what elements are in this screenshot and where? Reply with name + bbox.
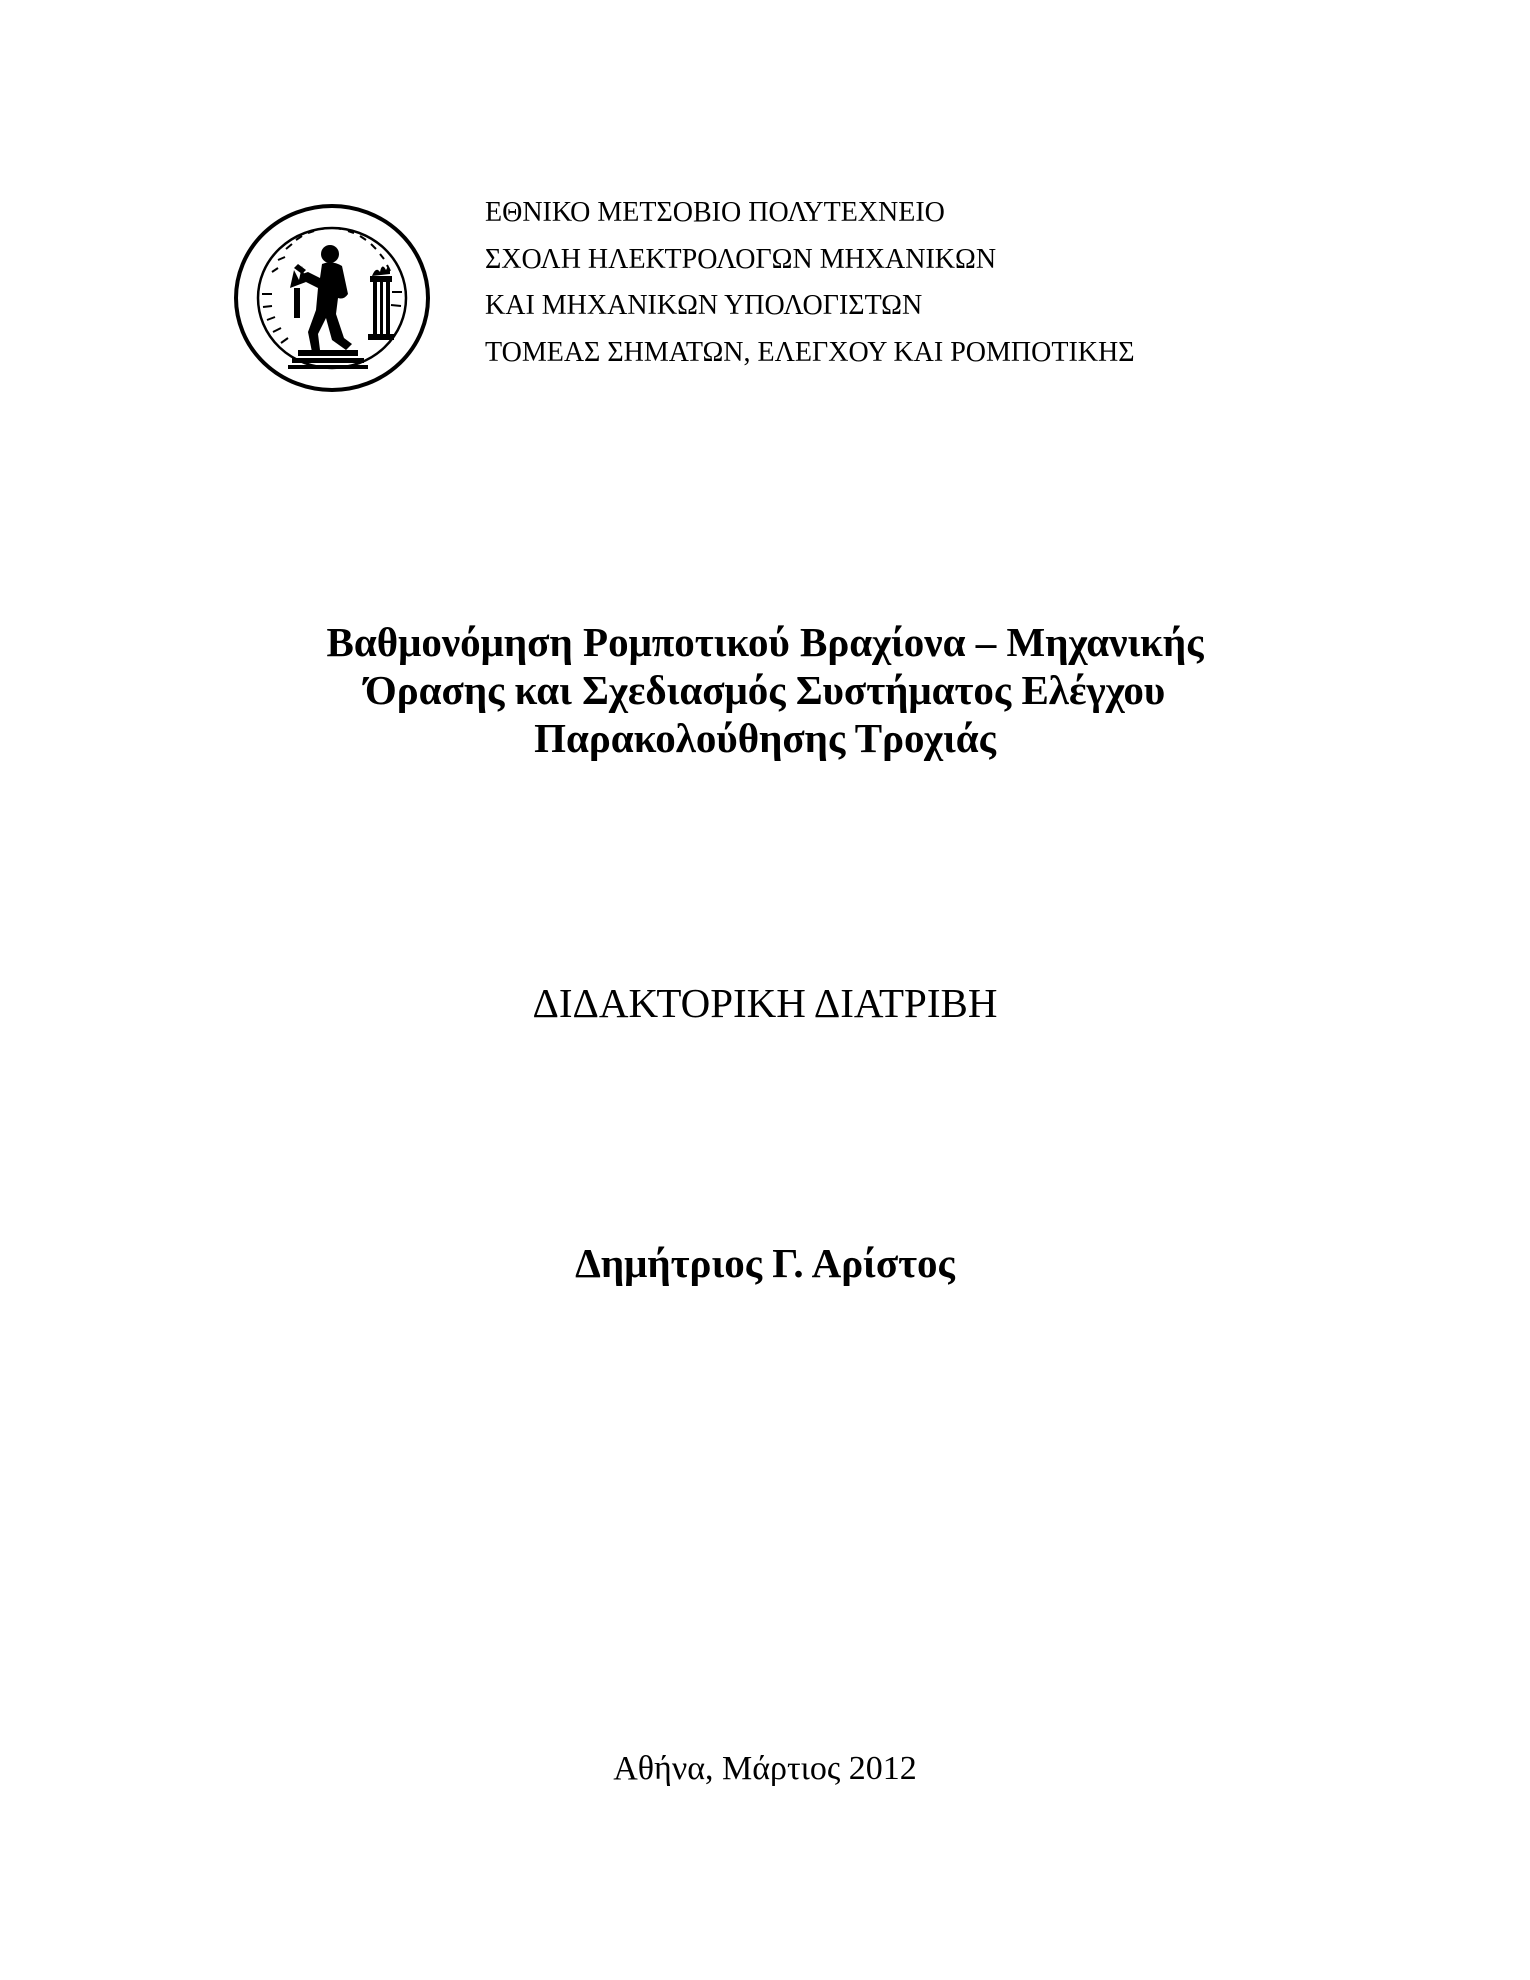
university-seal-icon [232,202,432,394]
institution-line-school: ΣΧΟΛΗ ΗΛΕΚΤΡΟΛΟΓΩΝ ΜΗΧΑΝΙΚΩΝ [485,243,997,275]
place-and-date: Αθήνα, Μάρτιος 2012 [613,1750,917,1787]
institution-line-university: ΕΘΝΙΚΟ ΜΕΤΣΟΒΙΟ ΠΟΛΥΤΕΧΝΕΙΟ [485,197,945,228]
thesis-title-line-3: Παρακολούθησης Τροχιάς [534,715,996,761]
institution-line-school-continued: ΚΑΙ ΜΗΧΑΝΙΚΩΝ ΥΠΟΛΟΓΙΣΤΩΝ [485,290,923,321]
institution-header [485,190,1135,376]
thesis-title-line-2: Όρασης και Σχεδιασμός Συστήματος Ελέγχου [364,667,1166,713]
author-name: Δημήτριος Γ. Αρίστος [575,1240,955,1286]
thesis-title-line-1: Βαθμονόμηση Ρομποτικού Βραχίονα – Μηχανικής [326,619,1204,665]
thesis-type: ΔΙΔΑΚΤΟΡΙΚΗ ΔΙΑΤΡΙΒΗ [532,980,998,1026]
institution-line-division: ΤΟΜΕΑΣ ΣΗΜΑΤΩΝ, ΕΛΕΓΧΟΥ ΚΑΙ ΡΟΜΠΟΤΙΚΗΣ [485,336,1135,368]
thesis-title [0,618,1530,762]
